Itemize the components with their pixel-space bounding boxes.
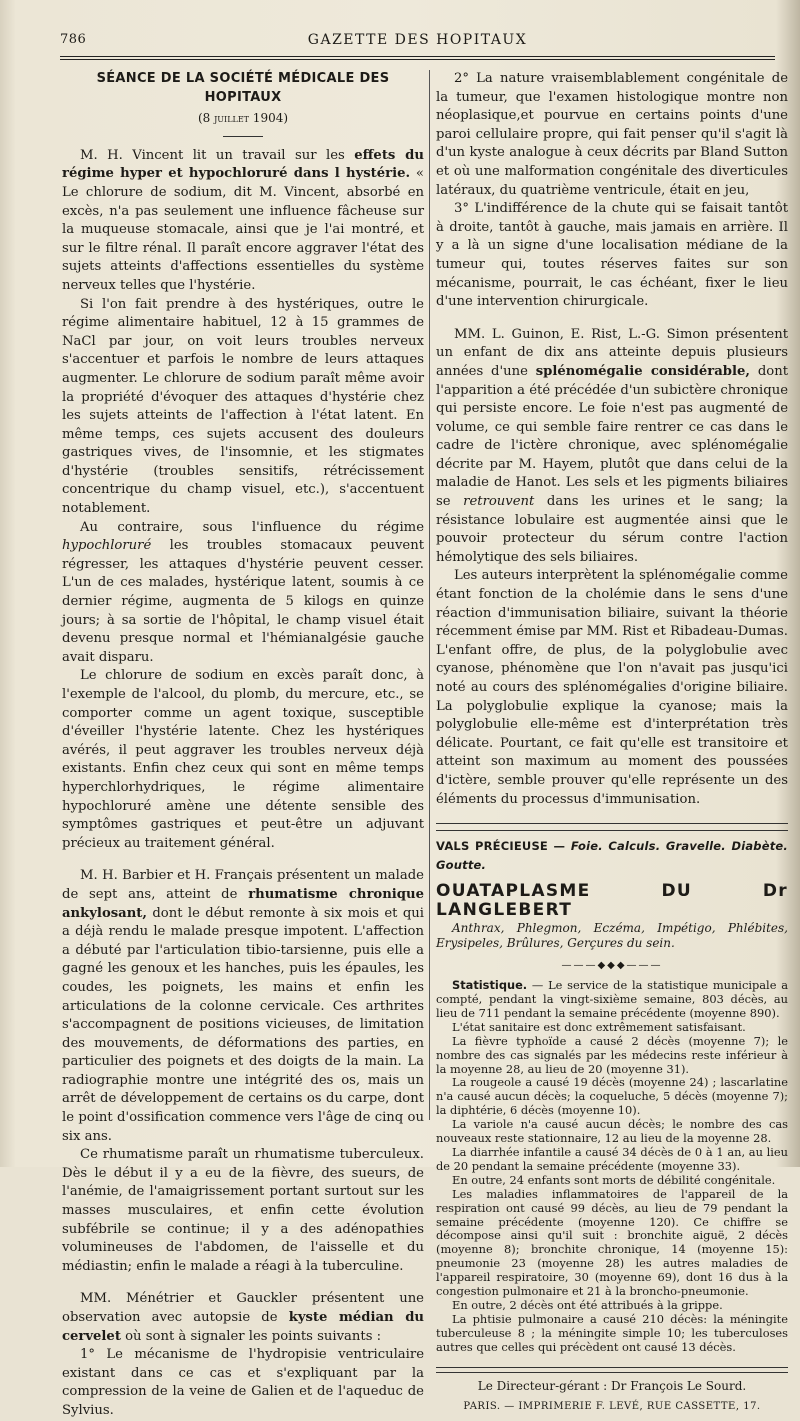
topic-heading: effets du régime hyper et hypochloruré dans l hystérie. <box>62 147 424 182</box>
ornament-divider: ———◆◆◆——— <box>561 959 663 971</box>
communication-guinon <box>436 326 788 809</box>
section-date: (8 juillet 1904) <box>197 111 289 126</box>
paragraph: En outre, 2 décès ont été attribués à la grippe. <box>452 1297 723 1312</box>
paragraph: La phtisie pulmonaire a causé 210 décès: la méningite tuberculeuse 8 ; la méningite simple 10; les tuberculoses autres que celles qui précèdent ont causé 13 décès. <box>436 1311 788 1354</box>
topic-heading: kyste médian du cervelet <box>62 1310 424 1344</box>
paragraph: Les maladies inflammatoires de l'appareil de la respiration ont causé 99 décès, au lieu de 79 pendant la semaine précédente (moyenne 120). Ce chiffre se décompose ainsi qu'il suit : bronchite aiguë, 2 décès (moyenne 8); bronchite chronique, 14 (moyenne 15): pneumonie 23 (moyenne 28) les autres maladies de l'appareil respiratoire, 30 (moyenne 69), dont 16 dus à la congestion pulmonaire et 21 à la broncho-pneumonie. <box>436 1186 788 1299</box>
paragraph: Le chlorure de sodium en excès paraît donc, à l'exemple de l'alcool, du plomb, du mercure, etc., se comporter comme un agent toxique, susceptible d'éveiller l'hystérie latente. Chez les hystériques avérés, il peut aggraver les troubles nerveux déjà existants. Enfin chez ceux qui sont en même temps hyperchlorhydriques, le régime alimentaire hypochloruré amène une détente sensible des symptômes gastriques et peut-être un adjuvant précieux au traitement général. <box>62 668 424 851</box>
paragraph: Ce rhumatisme paraît un rhumatisme tuberculeux. Dès le début il y a eu de la fièvre, des sueurs, de l'anémie, de l'amaigrissement portant surtout sur les masses musculaires, et enfin cette évolution subfébrile se continue; il y a des adénopathies volumineuses de l'abdomen, de l'aisselle et du médiastin; enfin le malade a réagi à la tuberculine. <box>62 1147 424 1274</box>
paragraph: MM. Ménétrier et Gauckler présentent une observation avec autopsie de kyste médian du cervelet où sont à signaler les points suivants : <box>62 1291 424 1344</box>
stats-title: Statistique. <box>452 978 528 993</box>
paragraph: 1° Le mécanisme de l'hydropisie ventriculaire existant dans ce cas et s'expliquant par la compression de la veine de Galien et de l'aqueduc de Sylvius. <box>62 1347 424 1418</box>
topic-heading: rhumatisme chronique ankylosant, <box>62 886 424 921</box>
paragraph: La diarrhée infantile a causé 34 décès de 0 à 1 an, au lieu de 20 pendant la semaine précédente (moyenne 33). <box>436 1145 788 1173</box>
section-title: SÉANCE DE LA SOCIÉTÉ MÉDICALE DES HOPITAUX <box>96 71 390 105</box>
topic-heading: splénomégalie considérable, <box>535 363 751 379</box>
paragraph: Statistique. — Le service de la statistique municipale a compté, pendant la vingt-sixième semaine, 803 décès, au lieu de 711 pendant la semaine précédente (moyenne 890). <box>436 978 788 1020</box>
paragraph: Les auteurs interprètent la splénomégalie comme étant fonction de la cholémie dans le sens d'une réaction d'immunisation biliaire, suivant la théorie récemment émise par MM. Rist et Ribadeau-Dumas. L'enfant offre, de plus, de la polyglobulie avec cyanose, phénomène que l'on n'avait pas jusqu'ici noté au cours des splénomégalies d'origine biliaire. La polyglobulie explique la cyanose; mais la polyglobulie elle-même est d'interprétation très délicate. Pourtant, ce fait qu'elle est transitoire et atteint son maximum au moment des poussées d'ictère, semble prouver qu'elle représente un des éléments du processus d'immunisation. <box>436 568 788 807</box>
advert-indications: Anthrax, Phlegmon, Eczéma, Impétigo, Phlébites, Erysipeles, Brûlures, Gerçures du sein. <box>436 920 788 950</box>
communication-vincent <box>62 147 424 854</box>
advert-ouataplasme: OUATAPLASME DU Dr LANGLEBERT <box>436 881 788 920</box>
paragraph: M. H. Vincent lit un travail sur les effets du régime hyper et hypochloruré dans l hystérie. « Le chlorure de sodium, dit M. Vincent, absorbé en excès, n'a pas seulement une influence fâcheuse sur la muqueuse stomacale, ainsi que je l'ai montré, et sur le filtre rénal. Il paraît encore aggraver l'état des sujets atteints d'affections essentielles du système nerveux telles que l'hystérie. <box>62 147 425 293</box>
advertisement <box>436 837 788 950</box>
page-number: 786 <box>60 32 87 47</box>
paragraph: Au contraire, sous l'influence du régime hypochloruré les troubles stomacaux peuvent régresser, les attaques d'hystérie peuvent cesser. L'un de ces malades, hystérique latent, soumis à ce dernier régime, augmenta de 5 kilogs en quinze jours; à sa sortie de l'hôpital, le champ visuel était devenu presque normal et l'hémianalgésie gauche avait disparu. <box>62 519 424 665</box>
paragraph: La fièvre typhoïde a causé 2 décès (moyenne 7); le nombre des cas signalés par les médecins reste inférieur à la moyenne 28, au lieu de 20 (moyenne 31). <box>436 1033 788 1076</box>
paragraph: MM. L. Guinon, E. Rist, L.-G. Simon présentent un enfant de dix ans atteinte depuis plusieurs années d'une splénomégalie considérable, dont l'apparition a été précédée d'un subictère chronique qui persiste encore. Le foie n'est pas augmenté de volume, ce qui semble faire rentrer ce cas dans le cadre de l'ictère chronique, avec splénomégalie décrite par M. Hayem, plutôt que dans celui de la maladie de Hanot. Les sels et les pigments biliaires se retrouvent dans les urines et le sang; la résistance lobulaire est augmentée ainsi que le pouvoir protecteur du sérum contre l'action hémolytique des sels biliaires. <box>436 326 789 565</box>
communication-menetrier-continued <box>436 70 788 312</box>
paragraph: La variole n'a causé aucun décès; le nombre des cas nouveaux reste stationnaire, 12 au lieu de la moyenne 28. <box>436 1117 788 1146</box>
paragraph: La rougeole a causé 19 décès (moyenne 24) ; lascarlatine n'a causé aucun décès; la coqueluche, 5 décès (moyenne 7); la diphtérie, 6 décès (moyenne 10). <box>436 1075 788 1118</box>
advert-divider <box>436 823 788 824</box>
director-signature: Le Directeur-gérant : Dr François Le Sourd. <box>477 1378 747 1393</box>
advert-vals: VALS PRÉCIEUSE — Foie. Calculs. Gravelle. Diabète. Goutte. <box>436 839 788 872</box>
left-column <box>62 70 424 1421</box>
communication-barbier <box>62 867 424 1276</box>
paragraph: M. H. Barbier et H. Français présentent un malade de sept ans, atteint de rhumatisme chronique ankylosant, dont le début remonte à six mois et qui a déjà rendu le malade presque impotent. L'affection a débuté par l'articulation tibio-tarsienne, puis elle a gagné les genoux et les hanches, puis les épaules, les coudes, les poignets, les mains et enfin les articulations de la colonne cervicale. Ces arthrites s'accompagnent de positions vicieuses, de limitation des mouvements, de déformations des parties, en particulier des poignets et des doigts de la main. La radiographie montre une intégrité des os, mais un arrêt de développement de certains os du carpe, dont le point d'ossification commence vers l'âge de cinq ou six ans. <box>62 868 424 1144</box>
short-divider <box>223 136 263 137</box>
paragraph: L'état sanitaire est donc extrêmement satisfaisant. <box>452 1019 746 1034</box>
footer-rule <box>436 1367 788 1368</box>
page-header <box>60 32 775 52</box>
journal-title: GAZETTE DES HOPITAUX <box>307 32 528 48</box>
paragraph: En outre, 24 enfants sont morts de débilité congénitale. <box>452 1172 776 1187</box>
column-divider <box>429 70 430 1120</box>
paragraph: Si l'on fait prendre à des hystériques, outre le régime alimentaire habituel, 12 à 15 grammes de NaCl par jour, on voit leurs troubles nerveux s'accentuer et parfois le nombre de leurs attaques augmenter. Le chlorure de sodium paraît même avoir la propriété d'évoquer des attaques d'hystérie chez les sujets atteints de l'affection à l'état latent. En même temps, ces sujets accusent des douleurs gastriques vives, de l'insomnie, et les stigmates d'hystérie (troubles sensitifs, rétrécissement concentrique du champ visuel, etc.), s'accentuent notablement. <box>62 296 424 517</box>
printer-imprint: PARIS. — IMPRIMERIE F. LEVÉ, RUE CASSETTE, 17. <box>463 1401 761 1413</box>
communication-menetrier <box>62 1290 424 1420</box>
paragraph: 3° L'indifférence de la chute qui se faisait tantôt à droite, tantôt à gauche, mais jamais en arrière. Il y a là un signe d'une localisation médiane de la tumeur qui, toutes réserves faites sur son mécanisme, pourrait, le cas échéant, fixer le lieu d'une intervention chirurgicale. <box>436 201 788 310</box>
right-column <box>436 70 788 1417</box>
paragraph: 2° La nature vraisemblablement congénitale de la tumeur, que l'examen histologique montre non néoplasique,et pourvue en certains points d'une paroi cellulaire propre, qui fait penser qu'il s'agit là d'un kyste analogue à ceux décrits par Bland Sutton et où une malformation congénitale des diverticules latéraux, du quatrième ventricule, était en jeu, <box>436 71 788 198</box>
header-rule <box>60 56 775 57</box>
advert-divider-double <box>436 830 788 831</box>
header-rule-double <box>60 59 775 60</box>
footer-rule-double <box>436 1372 788 1373</box>
